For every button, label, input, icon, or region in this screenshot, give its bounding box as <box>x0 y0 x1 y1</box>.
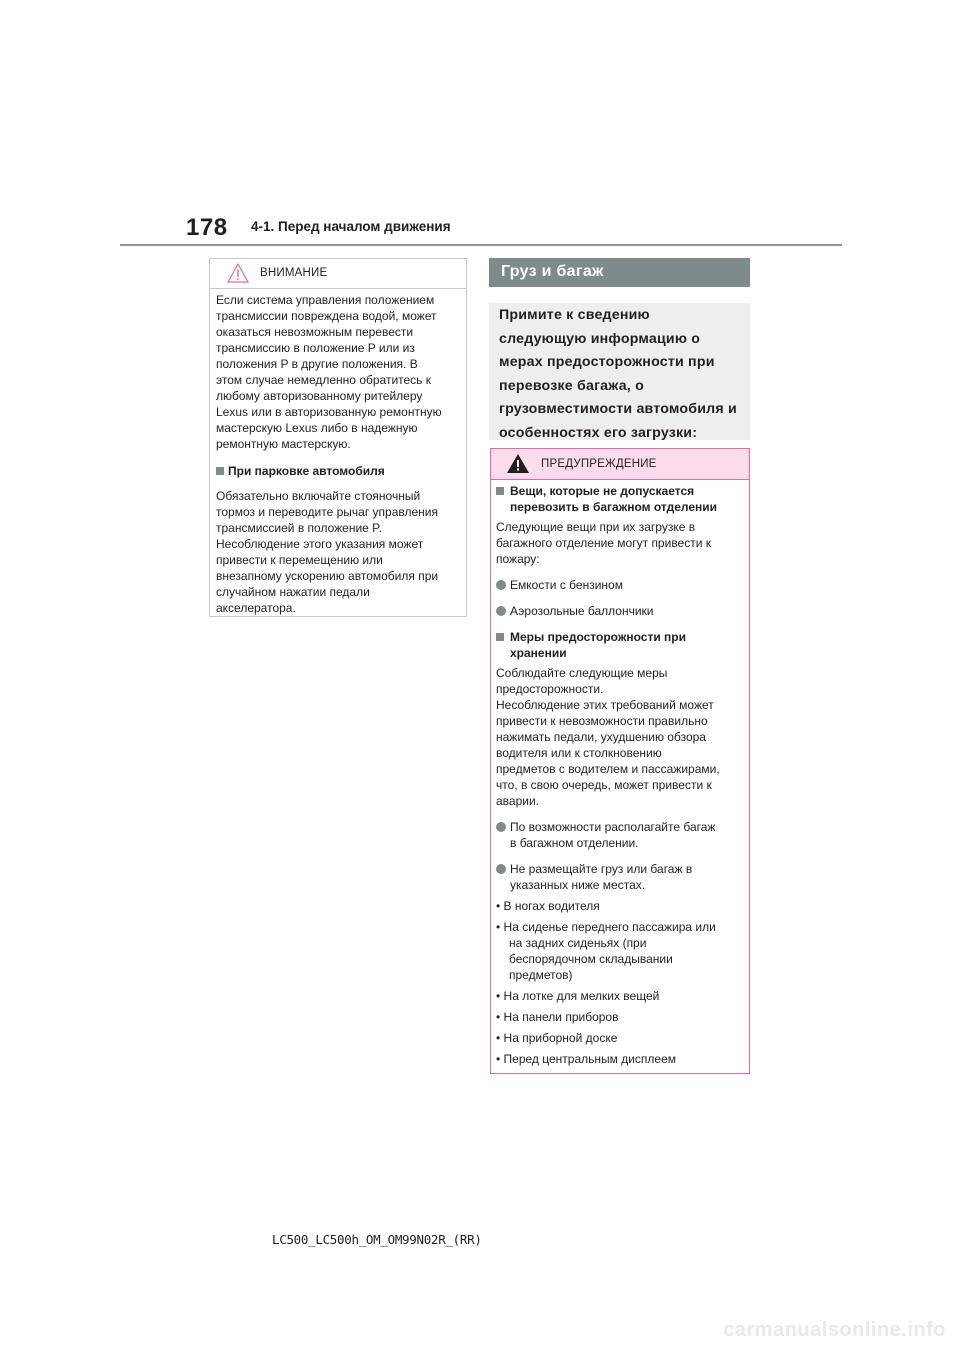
cargo-intro-text: Примите к сведению следующую информацию о мерах предосторожности при перевозке багажа, о грузовместимости автомобиля и особенностях его загрузки: <box>499 307 737 441</box>
list-item: • Перед центральным дисплеем <box>496 1052 677 1066</box>
circle-bullet-icon <box>496 606 506 616</box>
caution-triangle-icon <box>227 263 249 283</box>
circle-bullet-icon <box>496 822 506 832</box>
list-item: • На сиденье переднего пассажира или на задних сиденьях (при беспорядочном складывании предметов) <box>496 920 716 982</box>
warning-header <box>491 449 749 480</box>
section-title: 4-1. Перед началом движения <box>251 219 451 234</box>
warning-box <box>490 448 750 1074</box>
caution-heading-parking: При парковке автомобиля <box>216 463 466 479</box>
warning-paragraph-2: Соблюдайте следующие меры предосторожности. Несоблюдение этих требований может привести к невозможности правильно нажимать педали, ухудшению обзора водителя или к столкновению предметов с водителем и пассажирами, что, в свою очередь, может привести к аварии. <box>496 666 720 808</box>
document-footer-code: LC500_LC500h_OM_OM99N02R_(RR) <box>272 1232 482 1247</box>
warning-paragraph-1: Следующие вещи при их загрузке в багажного отделение могут привести к пожару: <box>496 520 712 566</box>
cargo-section-title: Груз и багаж <box>501 263 604 280</box>
cargo-intro-box <box>489 303 750 440</box>
list-item: • На панели приборов <box>496 1010 619 1024</box>
list-item: • На лотке для мелких вещей <box>496 989 660 1003</box>
square-bullet-icon <box>496 633 504 641</box>
caution-paragraph-1: Если система управления положением трансмиссии повреждена водой, может оказаться невозможным перевести трансмиссию в положение P или из положения P в другие положения. В этом случае немедленно обратитесь к любому авторизованному ритейлеру Lexus или в авторизованную ремонтную мастерскую Lexus либо в надежную ремонтную мастерскую. <box>216 293 442 451</box>
circle-bullet-icon <box>496 864 506 874</box>
list-item: • На приборной доске <box>496 1031 618 1045</box>
caution-box <box>209 258 467 617</box>
page-number: 178 <box>186 214 228 241</box>
warning-triangle-icon <box>506 453 530 474</box>
caution-header <box>210 259 466 289</box>
warning-bullet-placement: Не размещайте груз или багаж в указанных ниже местах. <box>496 861 746 893</box>
circle-bullet-icon <box>496 580 506 590</box>
cargo-section-bar <box>489 258 750 287</box>
warning-bullet-luggage-compartment: По возможности располагайте багаж в багажном отделении. <box>496 819 746 851</box>
square-bullet-icon <box>216 467 224 475</box>
warning-heading-storage: Меры предосторожности при хранении <box>496 629 746 661</box>
square-bullet-icon <box>496 487 504 495</box>
watermark: carmanualsonline.info <box>723 1319 946 1341</box>
header-divider <box>120 244 842 246</box>
caution-title: ВНИМАНИЕ <box>260 267 328 279</box>
warning-title: ПРЕДУПРЕЖДЕНИЕ <box>541 458 657 470</box>
warning-bullet-aerosol: Аэрозольные баллончики <box>496 603 746 619</box>
warning-bullet-gasoline: Емкости с бензином <box>496 577 746 593</box>
warning-heading-prohibited: Вещи, которые не допускается перевозить в багажном отделении <box>496 483 746 515</box>
caution-paragraph-2: Обязательно включайте стояночный тормоз и переводите рычаг управления трансмиссией в положение P. Несоблюдение этого указания может привести к перемещению или внезапному ускорению автомобиля при случайном нажатии педали акселератора. <box>216 489 439 615</box>
list-item: • В ногах водителя <box>496 899 600 913</box>
